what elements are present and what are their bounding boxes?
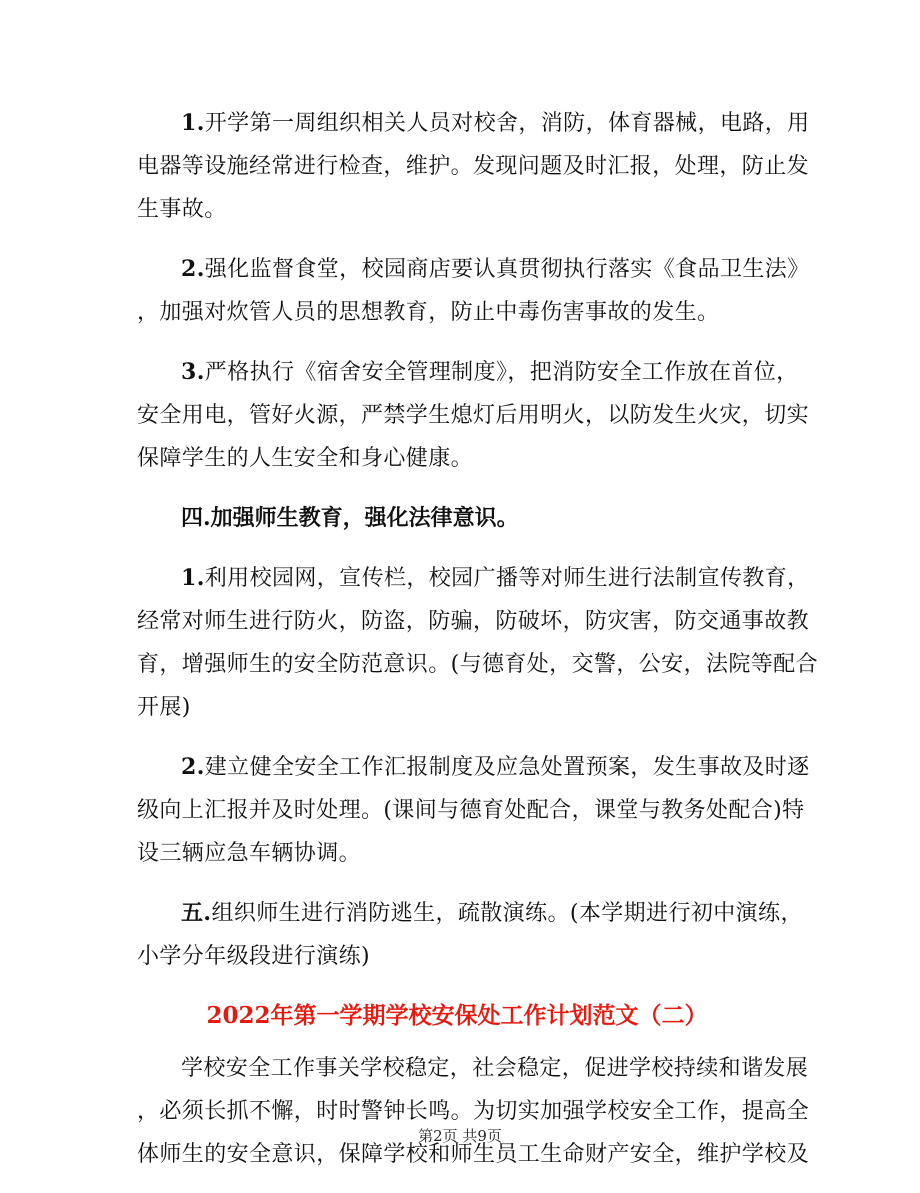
paragraph-line: 体师生的安全意识，保障学校和师生员工生命财产安全，维护学校及 [137, 1142, 810, 1167]
paragraph-line: 1.利用校园网，宣传栏，校园广播等对师生进行法制宣传教育， [181, 565, 810, 591]
paragraph-line: 学校安全工作事关学校稳定，社会稳定，促进学校持续和谐发展 [181, 1056, 809, 1081]
paragraph-line: 五.组织师生进行消防逃生，疏散演练。(本学期进行初中演练， [181, 900, 803, 926]
paragraph-item-4-1 [137, 557, 818, 729]
paragraph-line: ，加强对炊管人员的思想教育，防止中毒伤害事故的发生。 [137, 300, 720, 325]
paragraph-line: 育，增强师生的安全防范意识。(与德育处，交警，公安，法院等配合 [137, 652, 818, 677]
item-number: 2. [181, 256, 205, 282]
item-number: 1. [181, 110, 205, 136]
paragraph-line: 2.建立健全安全工作汇报制度及应急处置预案，发生事故及时逐 [181, 754, 810, 780]
item-number: 3. [181, 359, 205, 385]
paragraph-line: ，必须长抓不懈，时时警钟长鸣。为切实加强学校安全工作，提高全 [137, 1099, 810, 1124]
paragraph-line: 2.强化监督食堂，校园商店要认真贯彻执行落实《食品卫生法》 [181, 256, 810, 282]
paragraph-line: 设三辆应急车辆协调。 [137, 841, 362, 866]
paragraph-line: 保障学生的人生安全和身心健康。 [137, 446, 474, 471]
paragraph-line: 经常对师生进行防火，防盗，防骗，防破坏，防灾害，防交通事故教 [137, 609, 810, 634]
paragraph-item-1 [137, 102, 810, 231]
page-number-footer: 第2页 共9页 [418, 1127, 502, 1145]
item-number: 2. [181, 754, 205, 780]
item-number: 1. [181, 565, 205, 591]
item-number: 五. [181, 900, 212, 926]
intro-paragraph [137, 1047, 810, 1176]
paragraph-line: 小学分年级段进行演练) [137, 944, 370, 969]
paragraph-line: 级向上汇报并及时处理。(课间与德育处配合，课堂与教务处配合)特 [137, 798, 805, 823]
paragraph-line: 电器等设施经常进行检查，维护。发现问题及时汇报，处理，防止发 [137, 154, 810, 179]
paragraph-item-4-2 [137, 746, 810, 875]
section-title: 2022年第一学期学校安保处工作计划范文（二） [206, 1002, 708, 1029]
document-body [137, 102, 818, 1193]
paragraph-line: 开展) [137, 695, 191, 720]
paragraph-item-2 [137, 248, 810, 334]
paragraph-item-3 [137, 351, 810, 480]
paragraph-line: 3.严格执行《宿舍安全管理制度》，把消防安全工作放在首位， [181, 359, 799, 385]
paragraph-line: 生事故。 [137, 197, 227, 222]
section-heading-four: 四.加强师生教育，强化法律意识。 [181, 505, 519, 531]
paragraph-line: 1.开学第一周组织相关人员对校舍，消防，体育器械，电路，用 [181, 110, 810, 136]
paragraph-item-five [137, 892, 803, 978]
paragraph-line: 安全用电，管好火源，严禁学生熄灯后用明火，以防发生火灾，切实 [137, 403, 810, 428]
